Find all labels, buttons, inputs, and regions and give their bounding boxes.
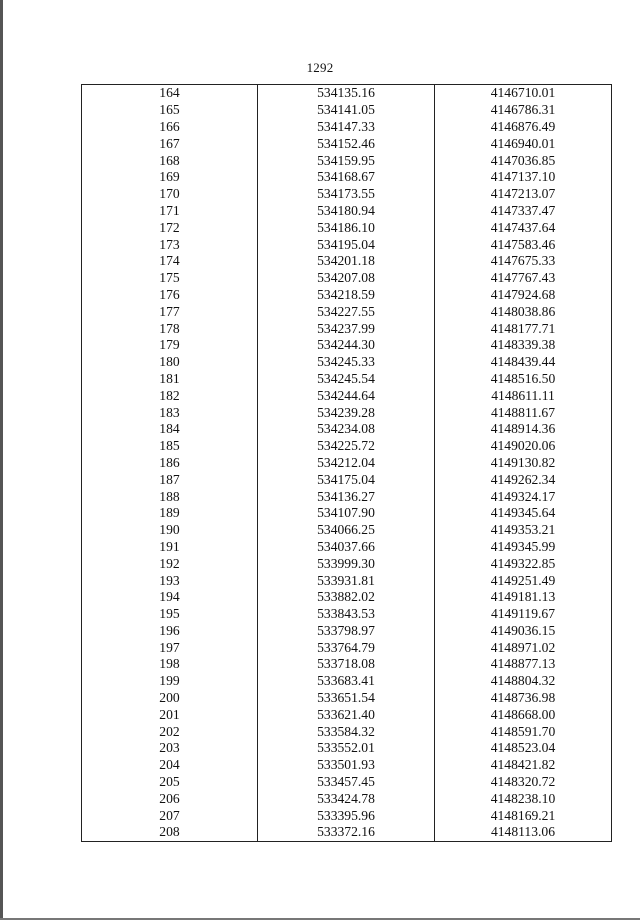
point-number-cell: 179: [82, 337, 258, 354]
point-number-cell: 188: [82, 488, 258, 505]
page-number: 1292: [306, 60, 334, 75]
y-coordinate-cell: 4147675.33: [435, 253, 612, 270]
x-coordinate-cell: 533882.02: [258, 589, 435, 606]
point-number-cell: 172: [82, 219, 258, 236]
y-coordinate-cell: 4149036.15: [435, 623, 612, 640]
table-row: [82, 203, 612, 220]
y-coordinate-cell: 4149130.82: [435, 455, 612, 472]
point-number-cell: 173: [82, 236, 258, 253]
y-coordinate-cell: 4148611.11: [435, 387, 612, 404]
x-coordinate-cell: 533931.81: [258, 572, 435, 589]
point-number-cell: 165: [82, 102, 258, 119]
table-row: [82, 555, 612, 572]
y-coordinate-cell: 4148238.10: [435, 790, 612, 807]
x-coordinate-cell: 534186.10: [258, 219, 435, 236]
x-coordinate-cell: 534239.28: [258, 404, 435, 421]
point-number-cell: 176: [82, 287, 258, 304]
point-number-cell: 177: [82, 303, 258, 320]
point-number-cell: 174: [82, 253, 258, 270]
x-coordinate-cell: 533764.79: [258, 639, 435, 656]
point-number-cell: 195: [82, 606, 258, 623]
point-number-cell: 183: [82, 404, 258, 421]
table-row: [82, 337, 612, 354]
table-row: [82, 505, 612, 522]
point-number-cell: 204: [82, 757, 258, 774]
y-coordinate-cell: 4148320.72: [435, 774, 612, 791]
y-coordinate-cell: 4148811.67: [435, 404, 612, 421]
table-row: [82, 623, 612, 640]
point-number-cell: 198: [82, 656, 258, 673]
x-coordinate-cell: 534207.08: [258, 270, 435, 287]
y-coordinate-cell: 4149251.49: [435, 572, 612, 589]
y-coordinate-cell: 4148339.38: [435, 337, 612, 354]
scan-left-edge: [0, 0, 3, 920]
point-number-cell: 178: [82, 320, 258, 337]
x-coordinate-cell: 533651.54: [258, 690, 435, 707]
point-number-cell: 190: [82, 522, 258, 539]
x-coordinate-cell: 534159.95: [258, 152, 435, 169]
table-row: [82, 236, 612, 253]
x-coordinate-cell: 533584.32: [258, 723, 435, 740]
point-number-cell: 203: [82, 740, 258, 757]
coordinates-table-body: [82, 85, 612, 842]
table-row: [82, 186, 612, 203]
point-number-cell: 202: [82, 723, 258, 740]
y-coordinate-cell: 4148591.70: [435, 723, 612, 740]
x-coordinate-cell: 533372.16: [258, 824, 435, 841]
x-coordinate-cell: 534180.94: [258, 203, 435, 220]
table-row: [82, 270, 612, 287]
table-row: [82, 522, 612, 539]
y-coordinate-cell: 4147337.47: [435, 203, 612, 220]
y-coordinate-cell: 4146876.49: [435, 119, 612, 136]
point-number-cell: 169: [82, 169, 258, 186]
point-number-cell: 205: [82, 774, 258, 791]
x-coordinate-cell: 534175.04: [258, 471, 435, 488]
point-number-cell: 180: [82, 354, 258, 371]
x-coordinate-cell: 534135.16: [258, 85, 435, 102]
table-row: [82, 371, 612, 388]
table-row: [82, 488, 612, 505]
point-number-cell: 197: [82, 639, 258, 656]
table-row: [82, 85, 612, 102]
y-coordinate-cell: 4149322.85: [435, 555, 612, 572]
table-row: [82, 253, 612, 270]
y-coordinate-cell: 4149345.99: [435, 539, 612, 556]
y-coordinate-cell: 4148736.98: [435, 690, 612, 707]
x-coordinate-cell: 534212.04: [258, 455, 435, 472]
point-number-cell: 182: [82, 387, 258, 404]
table-row: [82, 387, 612, 404]
y-coordinate-cell: 4148877.13: [435, 656, 612, 673]
x-coordinate-cell: 533424.78: [258, 790, 435, 807]
x-coordinate-cell: 534066.25: [258, 522, 435, 539]
y-coordinate-cell: 4148038.86: [435, 303, 612, 320]
coordinates-table: [81, 84, 612, 842]
table-row: [82, 656, 612, 673]
x-coordinate-cell: 533843.53: [258, 606, 435, 623]
x-coordinate-cell: 533552.01: [258, 740, 435, 757]
y-coordinate-cell: 4148668.00: [435, 706, 612, 723]
x-coordinate-cell: 534195.04: [258, 236, 435, 253]
x-coordinate-cell: 533683.41: [258, 673, 435, 690]
point-number-cell: 186: [82, 455, 258, 472]
table-row: [82, 757, 612, 774]
y-coordinate-cell: 4149353.21: [435, 522, 612, 539]
table-row: [82, 152, 612, 169]
y-coordinate-cell: 4147924.68: [435, 287, 612, 304]
y-coordinate-cell: 4148804.32: [435, 673, 612, 690]
y-coordinate-cell: 4148516.50: [435, 371, 612, 388]
x-coordinate-cell: 534037.66: [258, 539, 435, 556]
x-coordinate-cell: 534218.59: [258, 287, 435, 304]
table-row: [82, 572, 612, 589]
point-number-cell: 192: [82, 555, 258, 572]
table-row: [82, 135, 612, 152]
point-number-cell: 175: [82, 270, 258, 287]
x-coordinate-cell: 534141.05: [258, 102, 435, 119]
table-row: [82, 471, 612, 488]
table-row: [82, 606, 612, 623]
x-coordinate-cell: 534237.99: [258, 320, 435, 337]
x-coordinate-cell: 534245.54: [258, 371, 435, 388]
point-number-cell: 193: [82, 572, 258, 589]
point-number-cell: 185: [82, 438, 258, 455]
point-number-cell: 196: [82, 623, 258, 640]
x-coordinate-cell: 533501.93: [258, 757, 435, 774]
y-coordinate-cell: 4147437.64: [435, 219, 612, 236]
point-number-cell: 199: [82, 673, 258, 690]
x-coordinate-cell: 533999.30: [258, 555, 435, 572]
table-row: [82, 774, 612, 791]
y-coordinate-cell: 4148113.06: [435, 824, 612, 841]
y-coordinate-cell: 4149020.06: [435, 438, 612, 455]
x-coordinate-cell: 534244.64: [258, 387, 435, 404]
y-coordinate-cell: 4146940.01: [435, 135, 612, 152]
table-row: [82, 438, 612, 455]
table-row: [82, 455, 612, 472]
table-row: [82, 219, 612, 236]
y-coordinate-cell: 4146786.31: [435, 102, 612, 119]
x-coordinate-cell: 534173.55: [258, 186, 435, 203]
y-coordinate-cell: 4148914.36: [435, 421, 612, 438]
table-row: [82, 421, 612, 438]
y-coordinate-cell: 4148971.02: [435, 639, 612, 656]
table-row: [82, 169, 612, 186]
x-coordinate-cell: 533718.08: [258, 656, 435, 673]
y-coordinate-cell: 4147767.43: [435, 270, 612, 287]
x-coordinate-cell: 534152.46: [258, 135, 435, 152]
y-coordinate-cell: 4149119.67: [435, 606, 612, 623]
x-coordinate-cell: 534168.67: [258, 169, 435, 186]
x-coordinate-cell: 533621.40: [258, 706, 435, 723]
table-row: [82, 354, 612, 371]
point-number-cell: 168: [82, 152, 258, 169]
y-coordinate-cell: 4149324.17: [435, 488, 612, 505]
table-row: [82, 690, 612, 707]
point-number-cell: 187: [82, 471, 258, 488]
table-row: [82, 303, 612, 320]
point-number-cell: 164: [82, 85, 258, 102]
y-coordinate-cell: 4148169.21: [435, 807, 612, 824]
y-coordinate-cell: 4149262.34: [435, 471, 612, 488]
table-row: [82, 673, 612, 690]
table-row: [82, 320, 612, 337]
point-number-cell: 170: [82, 186, 258, 203]
point-number-cell: 184: [82, 421, 258, 438]
table-row: [82, 639, 612, 656]
y-coordinate-cell: 4148523.04: [435, 740, 612, 757]
point-number-cell: 167: [82, 135, 258, 152]
x-coordinate-cell: 533395.96: [258, 807, 435, 824]
table-row: [82, 539, 612, 556]
x-coordinate-cell: 534225.72: [258, 438, 435, 455]
point-number-cell: 191: [82, 539, 258, 556]
table-row: [82, 102, 612, 119]
x-coordinate-cell: 534136.27: [258, 488, 435, 505]
y-coordinate-cell: 4148439.44: [435, 354, 612, 371]
x-coordinate-cell: 534245.33: [258, 354, 435, 371]
y-coordinate-cell: 4147036.85: [435, 152, 612, 169]
x-coordinate-cell: 534147.33: [258, 119, 435, 136]
y-coordinate-cell: 4149345.64: [435, 505, 612, 522]
y-coordinate-cell: 4146710.01: [435, 85, 612, 102]
point-number-cell: 200: [82, 690, 258, 707]
point-number-cell: 206: [82, 790, 258, 807]
x-coordinate-cell: 534201.18: [258, 253, 435, 270]
point-number-cell: 207: [82, 807, 258, 824]
table-row: [82, 589, 612, 606]
point-number-cell: 181: [82, 371, 258, 388]
table-row: [82, 706, 612, 723]
table-row: [82, 723, 612, 740]
point-number-cell: 166: [82, 119, 258, 136]
table-row: [82, 287, 612, 304]
y-coordinate-cell: 4148421.82: [435, 757, 612, 774]
x-coordinate-cell: 534107.90: [258, 505, 435, 522]
y-coordinate-cell: 4147137.10: [435, 169, 612, 186]
point-number-cell: 171: [82, 203, 258, 220]
table-row: [82, 790, 612, 807]
x-coordinate-cell: 533798.97: [258, 623, 435, 640]
table-row: [82, 119, 612, 136]
point-number-cell: 201: [82, 706, 258, 723]
y-coordinate-cell: 4149181.13: [435, 589, 612, 606]
point-number-cell: 189: [82, 505, 258, 522]
x-coordinate-cell: 534234.08: [258, 421, 435, 438]
point-number-cell: 194: [82, 589, 258, 606]
x-coordinate-cell: 534244.30: [258, 337, 435, 354]
table-row: [82, 404, 612, 421]
x-coordinate-cell: 534227.55: [258, 303, 435, 320]
y-coordinate-cell: 4147583.46: [435, 236, 612, 253]
y-coordinate-cell: 4147213.07: [435, 186, 612, 203]
point-number-cell: 208: [82, 824, 258, 841]
y-coordinate-cell: 4148177.71: [435, 320, 612, 337]
table-row: [82, 824, 612, 841]
table-row: [82, 740, 612, 757]
x-coordinate-cell: 533457.45: [258, 774, 435, 791]
table-row: [82, 807, 612, 824]
